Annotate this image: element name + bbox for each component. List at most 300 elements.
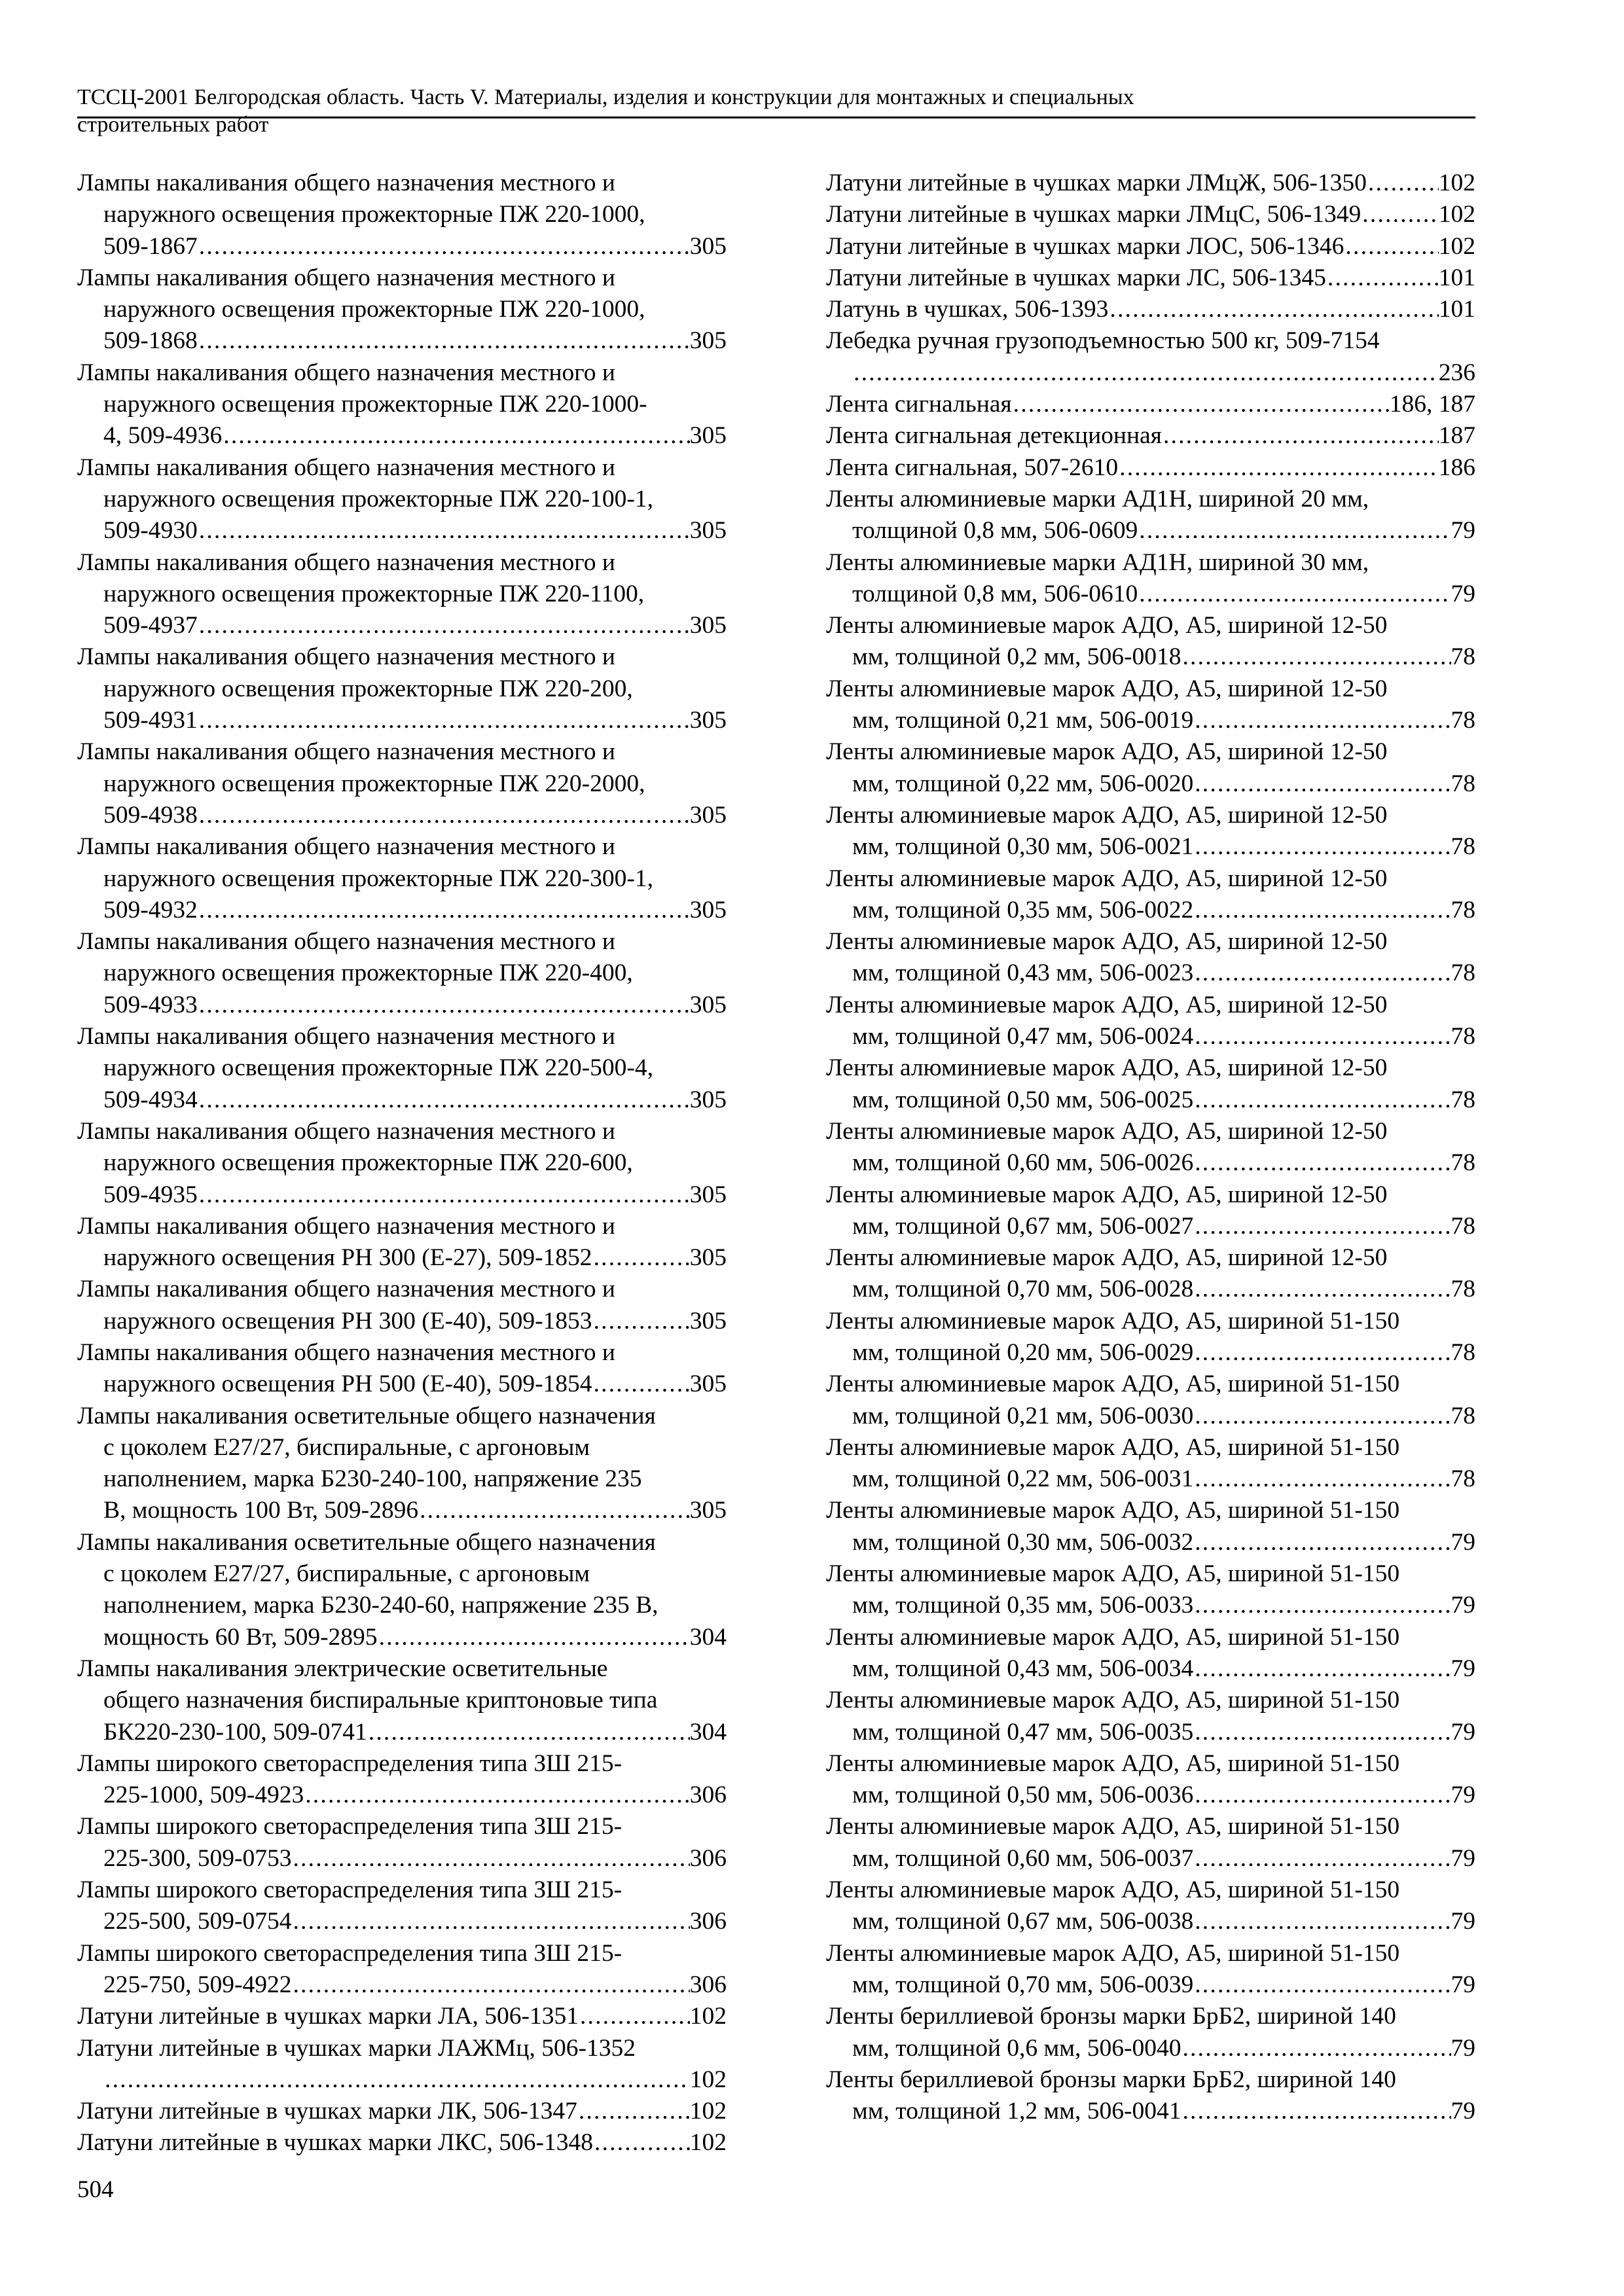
index-entry: [77, 1116, 727, 1211]
entry-leader-line: [77, 1242, 727, 1274]
entry-leader-line: [77, 1495, 727, 1526]
entry-text-line: Лампы накаливания общего назначения местного и: [77, 359, 615, 386]
entry-text-line: Лампы накаливания общего назначения местного и: [77, 833, 615, 861]
entry-last-text: толщиной 0,8 мм, 506-0610: [852, 580, 1138, 607]
entry-leader-line: [826, 357, 1475, 389]
dot-leader: [1193, 1021, 1451, 1052]
entry-leader-line: [826, 1401, 1475, 1432]
entry-page-ref: 78: [1451, 833, 1475, 861]
entry-text-line: Ленты алюминиевые марок АДО, А5, шириной 51-150: [826, 1371, 1400, 1398]
entry-leader-line: [826, 262, 1475, 294]
dot-leader: [1162, 420, 1439, 452]
index-entry: [826, 1748, 1475, 1812]
dot-leader: [222, 420, 690, 452]
dot-leader: [1193, 958, 1451, 989]
dot-leader: [367, 1717, 690, 1748]
index-entry: [826, 990, 1475, 1053]
entry-text-line: наружного освещения прожекторные ПЖ 220-1100,: [103, 580, 645, 607]
entry-leader-line: [77, 515, 727, 547]
entry-leader-line: [77, 231, 727, 262]
index-entry: [826, 1116, 1475, 1179]
entry-text-line: Лампы накаливания осветительные общего назначения: [77, 1402, 656, 1429]
entry-last-text: 509-4931: [103, 707, 198, 734]
entry-page-ref: 305: [689, 232, 727, 260]
entry-leader-line: [826, 705, 1475, 736]
entry-page-ref: 236: [1438, 359, 1475, 386]
index-entry: [826, 1622, 1475, 1685]
entry-last-text: 225-1000, 509-4923: [103, 1782, 304, 1809]
entry-page-ref: 79: [1451, 1908, 1475, 1935]
index-entry: [77, 1811, 727, 1874]
entry-text-line: Лампы широкого светораспределения типа ЗШ 215-: [77, 1813, 623, 1840]
dot-leader: [577, 2096, 690, 2127]
entry-text-line: наполнением, марка Б230-240-60, напряжение 235 В,: [103, 1592, 659, 1619]
entry-page-ref: 101: [1438, 264, 1475, 291]
entry-last-text: Лента сигнальная, 507-2610: [826, 454, 1119, 481]
index-entry: [826, 1811, 1475, 1874]
entry-leader-line: [826, 515, 1475, 547]
entry-page-ref: 187: [1438, 422, 1475, 450]
entry-text-line: Ленты алюминиевые марок АДО, А5, шириной 51-150: [826, 1813, 1400, 1840]
index-entry: [77, 357, 727, 452]
entry-page-ref: 79: [1451, 1971, 1475, 1998]
entry-leader-line: [826, 1843, 1475, 1874]
dot-leader: [852, 357, 1439, 389]
dot-leader: [1326, 262, 1439, 294]
entry-page-ref: 102: [689, 2129, 727, 2157]
dot-leader: [1344, 231, 1438, 262]
entry-page-ref: 78: [1451, 770, 1475, 797]
entry-text-line: Ленты алюминиевые марки АД1Н, шириной 20 мм,: [826, 485, 1369, 512]
entry-text-line: Лампы накаливания общего назначения местного и: [77, 264, 615, 291]
index-entry: [77, 168, 727, 262]
entry-text-line: Ленты алюминиевые марок АДО, А5, шириной 12-50: [826, 1054, 1388, 1082]
entry-leader-line: [826, 2033, 1475, 2064]
index-entry: [826, 547, 1475, 611]
index-entry: [77, 2127, 727, 2159]
entry-text-line: наружного освещения прожекторные ПЖ 220-500-4,: [103, 1054, 654, 1082]
entry-page-ref: 305: [689, 327, 727, 355]
index-entry: [826, 1242, 1475, 1306]
index-entry: [77, 2033, 727, 2096]
header-title-line-2: строительных работ: [77, 113, 269, 137]
entry-text-line: Лампы накаливания общего назначения местного и: [77, 1117, 615, 1145]
entry-text-line: с цоколем Е27/27, биспиральные, с аргоновым: [103, 1433, 590, 1461]
entry-text-line: Латуни литейные в чушках марки ЛАЖМц, 506-1352: [77, 2034, 636, 2062]
entry-last-text: 509-1868: [103, 327, 198, 355]
entry-text-line: наружного освещения прожекторные ПЖ 220-1000-: [103, 391, 647, 418]
entry-page-ref: 78: [1451, 1023, 1475, 1050]
entry-leader-line: [826, 1085, 1475, 1116]
entry-text-line: Ленты алюминиевые марок АДО, А5, шириной 51-150: [826, 1939, 1400, 1967]
dot-leader: [1193, 1780, 1451, 1811]
entry-text-line: Ленты алюминиевые марок АДО, А5, шириной 51-150: [826, 1560, 1400, 1588]
entry-page-ref: 79: [1451, 1844, 1475, 1872]
entry-leader-line: [77, 1369, 727, 1400]
entry-page-ref: 78: [1451, 1086, 1475, 1113]
entry-last-text: 225-300, 509-0753: [103, 1844, 292, 1872]
index-entry: [77, 1021, 727, 1116]
entry-last-text: 4, 509-4936: [103, 422, 223, 450]
entry-page-ref: 102: [1438, 170, 1475, 196]
dot-leader: [198, 1179, 690, 1211]
dot-leader: [1193, 1337, 1451, 1369]
entry-last-text: 509-4937: [103, 612, 198, 639]
index-entry: [826, 452, 1475, 484]
entry-page-ref: 79: [1451, 2098, 1475, 2125]
index-entry: [77, 831, 727, 926]
entry-last-text: 509-4932: [103, 896, 198, 924]
entry-text-line: Лампы широкого светораспределения типа ЗШ 215-: [77, 1939, 623, 1967]
entry-last-text: мм, толщиной 0,30 мм, 506-0021: [852, 833, 1194, 861]
index-entry: [77, 1653, 727, 1748]
entry-page-ref: 78: [1451, 1338, 1475, 1366]
entry-page-ref: 102: [1438, 201, 1475, 228]
dot-leader: [1193, 705, 1451, 736]
index-entry: [826, 168, 1475, 199]
entry-text-line: наружного освещения прожекторные ПЖ 220-200,: [103, 675, 633, 702]
entry-last-text: мм, толщиной 0,21 мм, 506-0030: [852, 1402, 1194, 1429]
entry-page-ref: 79: [1451, 517, 1475, 545]
entry-text-line: Лампы широкого светораспределения типа ЗШ 215-: [77, 1749, 623, 1777]
dot-leader: [198, 705, 690, 736]
entry-leader-line: [77, 1780, 727, 1811]
index-entry: [77, 2096, 727, 2127]
dot-leader: [592, 1369, 690, 1400]
entry-last-text: мм, толщиной 0,22 мм, 506-0031: [852, 1465, 1194, 1493]
entry-last-text: мм, толщиной 0,35 мм, 506-0022: [852, 896, 1194, 924]
entry-text-line: Ленты алюминиевые марок АДО, А5, шириной 12-50: [826, 1244, 1388, 1272]
entry-text-line: Ленты алюминиевые марок АДО, А5, шириной 12-50: [826, 738, 1388, 766]
dot-leader: [1193, 1906, 1451, 1937]
entry-text-line: Лампы накаливания общего назначения местного и: [77, 1276, 615, 1303]
entry-text-line: Лебедка ручная грузоподъемностью 500 кг, 509-7154: [826, 327, 1380, 355]
entry-last-text: мм, толщиной 0,20 мм, 506-0029: [852, 1338, 1194, 1366]
entry-page-ref: 305: [689, 991, 727, 1018]
entry-text-line: наружного освещения прожекторные ПЖ 220-400,: [103, 960, 633, 987]
entry-page-ref: 305: [689, 1244, 727, 1272]
entry-last-text: мм, толщиной 0,30 мм, 506-0032: [852, 1528, 1194, 1556]
entry-leader-line: [826, 1337, 1475, 1369]
entry-page-ref: 305: [689, 517, 727, 545]
entry-text-line: Ленты алюминиевые марок АДО, А5, шириной 12-50: [826, 1181, 1388, 1208]
index-entry: [77, 1527, 727, 1653]
dot-leader: [1193, 1653, 1451, 1685]
index-entry: [826, 1558, 1475, 1622]
entry-text-line: наполнением, марка Б230-240-100, напряжение 235: [103, 1465, 642, 1493]
entry-page-ref: 305: [689, 1307, 727, 1335]
entry-text-line: Ленты алюминиевые марок АДО, А5, шириной 12-50: [826, 991, 1388, 1018]
index-entry: [826, 2001, 1475, 2064]
index-entry: [826, 673, 1475, 737]
entry-leader-line: [826, 199, 1475, 230]
entry-leader-line: [826, 1590, 1475, 1621]
dot-leader: [198, 515, 690, 547]
entry-page-ref: 304: [689, 1623, 727, 1651]
entry-page-ref: 305: [689, 1181, 727, 1208]
entry-page-ref: 79: [1451, 1782, 1475, 1809]
dot-leader: [198, 1085, 690, 1116]
index-entry: [826, 926, 1475, 990]
entry-page-ref: 305: [689, 1371, 727, 1398]
entry-last-text: Латуни литейные в чушках марки ЛК, 506-1347: [77, 2098, 577, 2125]
entry-page-ref: 79: [1451, 2034, 1475, 2062]
index-entry: [826, 1306, 1475, 1369]
entry-last-text: мощность 60 Вт, 509-2895: [103, 1623, 378, 1651]
entry-page-ref: 306: [689, 1844, 727, 1872]
page-number: 504: [77, 2176, 114, 2203]
entry-page-ref: 305: [689, 422, 727, 450]
entry-page-ref: 102: [689, 2003, 727, 2030]
dot-leader: [1193, 1463, 1451, 1495]
entry-leader-line: [826, 168, 1475, 199]
entry-text-line: с цоколем Е27/27, биспиральные, с аргоновым: [103, 1560, 590, 1588]
entry-text-line: Ленты алюминиевые марок АДО, А5, шириной 12-50: [826, 928, 1388, 956]
entry-page-ref: 102: [1438, 232, 1475, 260]
entry-text-line: Лампы накаливания общего назначения местного и: [77, 170, 615, 196]
entry-last-text: Латунь в чушках, 506-1393: [826, 296, 1109, 323]
index-entry: [77, 1211, 727, 1274]
index-column-left: [77, 168, 727, 2159]
entry-page-ref: 78: [1451, 643, 1475, 671]
index-entry: [77, 547, 727, 642]
entry-last-text: Латуни литейные в чушках марки ЛС, 506-1345: [826, 264, 1326, 291]
entry-last-text: 225-750, 509-4922: [103, 1971, 292, 1998]
dot-leader: [1361, 199, 1438, 230]
entry-text-line: Ленты алюминиевые марок АДО, А5, шириной 12-50: [826, 612, 1388, 639]
entry-leader-line: [826, 1147, 1475, 1179]
dot-leader: [291, 1906, 689, 1937]
entry-leader-line: [826, 2096, 1475, 2127]
entry-leader-line: [77, 1969, 727, 2001]
index-entry: [826, 2064, 1475, 2128]
dot-leader: [1193, 831, 1451, 863]
dot-leader: [1193, 1147, 1451, 1179]
index-column-right: [826, 168, 1475, 2127]
index-entry: [77, 641, 727, 736]
entry-last-text: мм, толщиной 0,50 мм, 506-0025: [852, 1086, 1194, 1113]
entry-last-text: мм, толщиной 0,43 мм, 506-0034: [852, 1655, 1194, 1682]
index-entry: [826, 1052, 1475, 1116]
index-entry: [826, 1432, 1475, 1496]
entry-last-text: Лента сигнальная детекционная: [826, 422, 1162, 450]
entry-last-text: Латуни литейные в чушках марки ЛМцЖ, 506-1350: [826, 170, 1367, 196]
entry-leader-line: [826, 1021, 1475, 1052]
dot-leader: [1118, 452, 1439, 484]
entry-text-line: Лампы накаливания общего назначения местного и: [77, 643, 615, 671]
index-entry: [826, 262, 1475, 294]
index-entry: [826, 736, 1475, 800]
entry-page-ref: 306: [689, 1908, 727, 1935]
running-header: [77, 84, 1475, 139]
entry-text-line: наружного освещения прожекторные ПЖ 220-100-1,: [103, 485, 654, 512]
index-entry: [826, 231, 1475, 262]
entry-last-text: 509-1867: [103, 232, 198, 260]
entry-page-ref: 305: [689, 896, 727, 924]
dot-leader: [418, 1495, 690, 1526]
entry-text-line: Ленты алюминиевые марок АДО, А5, шириной 51-150: [826, 1623, 1400, 1651]
entry-last-text: 509-4930: [103, 517, 198, 545]
index-entry: [77, 1401, 727, 1527]
entry-last-text: Латуни литейные в чушках марки ЛОС, 506-1346: [826, 232, 1344, 260]
entry-text-line: Лампы широкого светораспределения типа ЗШ 215-: [77, 1876, 623, 1904]
entry-page-ref: 78: [1451, 896, 1475, 924]
entry-page-ref: 101: [1438, 296, 1475, 323]
entry-page-ref: 306: [689, 1971, 727, 1998]
entry-last-text: мм, толщиной 0,70 мм, 506-0028: [852, 1276, 1194, 1303]
entry-page-ref: 305: [689, 1497, 727, 1524]
index-entry: [826, 1685, 1475, 1748]
entry-text-line: Лампы накаливания общего назначения местного и: [77, 928, 615, 956]
entry-last-text: 509-4935: [103, 1181, 198, 1208]
entry-leader-line: [826, 958, 1475, 989]
entry-last-text: наружного освещения РН 300 (Е-40), 509-1853: [103, 1307, 592, 1335]
entry-page-ref: 78: [1451, 960, 1475, 987]
index-entry: [77, 926, 727, 1021]
entry-page-ref: 78: [1451, 707, 1475, 734]
entry-last-text: мм, толщиной 0,43 мм, 506-0023: [852, 960, 1194, 987]
entry-leader-line: [826, 579, 1475, 610]
entry-page-ref: 186: [1438, 454, 1475, 481]
entry-text-line: Лампы накаливания общего назначения местного и: [77, 548, 615, 576]
entry-leader-line: [826, 1969, 1475, 2001]
dot-leader: [103, 2064, 690, 2096]
entry-last-text: 509-4938: [103, 801, 198, 829]
dot-leader: [1193, 1843, 1451, 1874]
entry-leader-line: [826, 1211, 1475, 1242]
entry-page-ref: 79: [1451, 1655, 1475, 1682]
index-entry: [77, 736, 727, 831]
entry-text-line: Ленты алюминиевые марок АДО, А5, шириной 51-150: [826, 1876, 1400, 1904]
index-entry: [77, 1874, 727, 1938]
entry-leader-line: [77, 1179, 727, 1211]
dot-leader: [1138, 579, 1451, 610]
entry-leader-line: [826, 1906, 1475, 1937]
entry-leader-line: [77, 1717, 727, 1748]
entry-last-text: мм, толщиной 0,60 мм, 506-0026: [852, 1149, 1194, 1177]
dot-leader: [1367, 168, 1439, 199]
entry-last-text: мм, толщиной 1,2 мм, 506-0041: [852, 2098, 1182, 2125]
index-entry: [826, 1874, 1475, 1938]
dot-leader: [291, 1843, 689, 1874]
entry-page-ref: 78: [1451, 1149, 1475, 1177]
entry-last-text: мм, толщиной 0,35 мм, 506-0033: [852, 1592, 1194, 1619]
entry-text-line: наружного освещения прожекторные ПЖ 220-2000,: [103, 770, 645, 797]
dot-leader: [1193, 1527, 1451, 1558]
index-entry: [826, 863, 1475, 927]
index-entry: [826, 610, 1475, 673]
entry-last-text: Лента сигнальная: [826, 391, 1012, 418]
entry-last-text: мм, толщиной 0,22 мм, 506-0020: [852, 770, 1194, 797]
index-entry: [826, 484, 1475, 547]
entry-leader-line: [77, 1843, 727, 1874]
entry-page-ref: 306: [689, 1782, 727, 1809]
entry-leader-line: [826, 1653, 1475, 1685]
dot-leader: [1012, 389, 1390, 420]
entry-last-text: мм, толщиной 0,67 мм, 506-0027: [852, 1212, 1194, 1240]
entry-text-line: Лампы накаливания общего назначения местного и: [77, 454, 615, 481]
dot-leader: [1193, 1085, 1451, 1116]
entry-text-line: Ленты алюминиевые марок АДО, А5, шириной 12-50: [826, 675, 1388, 702]
dot-leader: [1193, 768, 1451, 800]
entry-leader-line: [826, 231, 1475, 262]
index-entry: [77, 452, 727, 547]
dot-leader: [1193, 1717, 1451, 1748]
entry-page-ref: 78: [1451, 1465, 1475, 1493]
entry-last-text: В, мощность 100 Вт, 509-2896: [103, 1497, 419, 1524]
entry-leader-line: [77, 895, 727, 926]
entry-page-ref: 305: [689, 801, 727, 829]
dot-leader: [378, 1622, 690, 1653]
entry-leader-line: [77, 990, 727, 1021]
entry-page-ref: 79: [1451, 1528, 1475, 1556]
index-entry: [826, 420, 1475, 452]
entry-leader-line: [77, 610, 727, 641]
header-rule: [77, 117, 1475, 118]
entry-page-ref: 79: [1451, 1592, 1475, 1619]
entry-last-text: БК220-230-100, 509-0741: [103, 1718, 367, 1746]
entry-text-line: Ленты бериллиевой бронзы марки БрБ2, шириной 140: [826, 2003, 1396, 2030]
entry-last-text: 509-4933: [103, 991, 198, 1018]
entry-text-line: Ленты алюминиевые марки АД1Н, шириной 30 мм,: [826, 548, 1369, 576]
index-entry: [826, 294, 1475, 325]
entry-page-ref: 78: [1451, 1402, 1475, 1429]
entry-text-line: Лампы накаливания общего назначения местного и: [77, 1338, 615, 1366]
dot-leader: [593, 2127, 690, 2159]
entry-last-text: наружного освещения РН 500 (Е-40), 509-1854: [103, 1371, 592, 1398]
entry-last-text: толщиной 0,8 мм, 506-0609: [852, 517, 1138, 545]
dot-leader: [1108, 294, 1438, 325]
entry-last-text: мм, толщиной 0,2 мм, 506-0018: [852, 643, 1182, 671]
dot-leader: [198, 895, 690, 926]
entry-text-line: наружного освещения прожекторные ПЖ 220-600,: [103, 1149, 633, 1177]
entry-leader-line: [826, 831, 1475, 863]
entry-text-line: Ленты алюминиевые марок АДО, А5, шириной 51-150: [826, 1749, 1400, 1777]
dot-leader: [304, 1780, 690, 1811]
entry-page-ref: 78: [1451, 1212, 1475, 1240]
dot-leader: [198, 610, 690, 641]
entry-text-line: общего назначения биспиральные криптоновые типа: [103, 1687, 658, 1714]
entry-text-line: Ленты алюминиевые марок АДО, А5, шириной 51-150: [826, 1307, 1400, 1335]
dot-leader: [1138, 515, 1451, 547]
entry-page-ref: 305: [689, 1086, 727, 1113]
entry-leader-line: [77, 2096, 727, 2127]
index-entry: [826, 1369, 1475, 1432]
entry-leader-line: [77, 1085, 727, 1116]
entry-page-ref: 186, 187: [1389, 391, 1475, 418]
entry-page-ref: 305: [689, 612, 727, 639]
entry-leader-line: [826, 1463, 1475, 1495]
index-entry: [826, 1938, 1475, 2001]
entry-text-line: Ленты алюминиевые марок АДО, А5, шириной 51-150: [826, 1687, 1400, 1714]
entry-leader-line: [826, 294, 1475, 325]
entry-page-ref: 79: [1451, 580, 1475, 607]
header-title-line-1: ТССЦ-2001 Белгородская область. Часть V. Материалы, изделия и конструкции для монтажных и специальных: [77, 85, 1134, 109]
entry-page-ref: 305: [689, 707, 727, 734]
index-entry: [77, 2001, 727, 2032]
entry-last-text: мм, толщиной 0,21 мм, 506-0019: [852, 707, 1194, 734]
entry-text-line: наружного освещения прожекторные ПЖ 220-300-1,: [103, 865, 654, 892]
entry-text-line: Лампы накаливания электрические осветительные: [77, 1655, 608, 1682]
entry-last-text: мм, толщиной 0,6 мм, 506-0040: [852, 2034, 1182, 2062]
entry-leader-line: [77, 1306, 727, 1337]
entry-last-text: Латуни литейные в чушках марки ЛКС, 506-1348: [77, 2129, 593, 2157]
entry-last-text: Латуни литейные в чушках марки ЛА, 506-1351: [77, 2003, 579, 2030]
index-entry: [826, 325, 1475, 389]
dot-leader: [1181, 2033, 1451, 2064]
entry-last-text: мм, толщиной 0,47 мм, 506-0024: [852, 1023, 1194, 1050]
dot-leader: [1193, 1274, 1451, 1305]
